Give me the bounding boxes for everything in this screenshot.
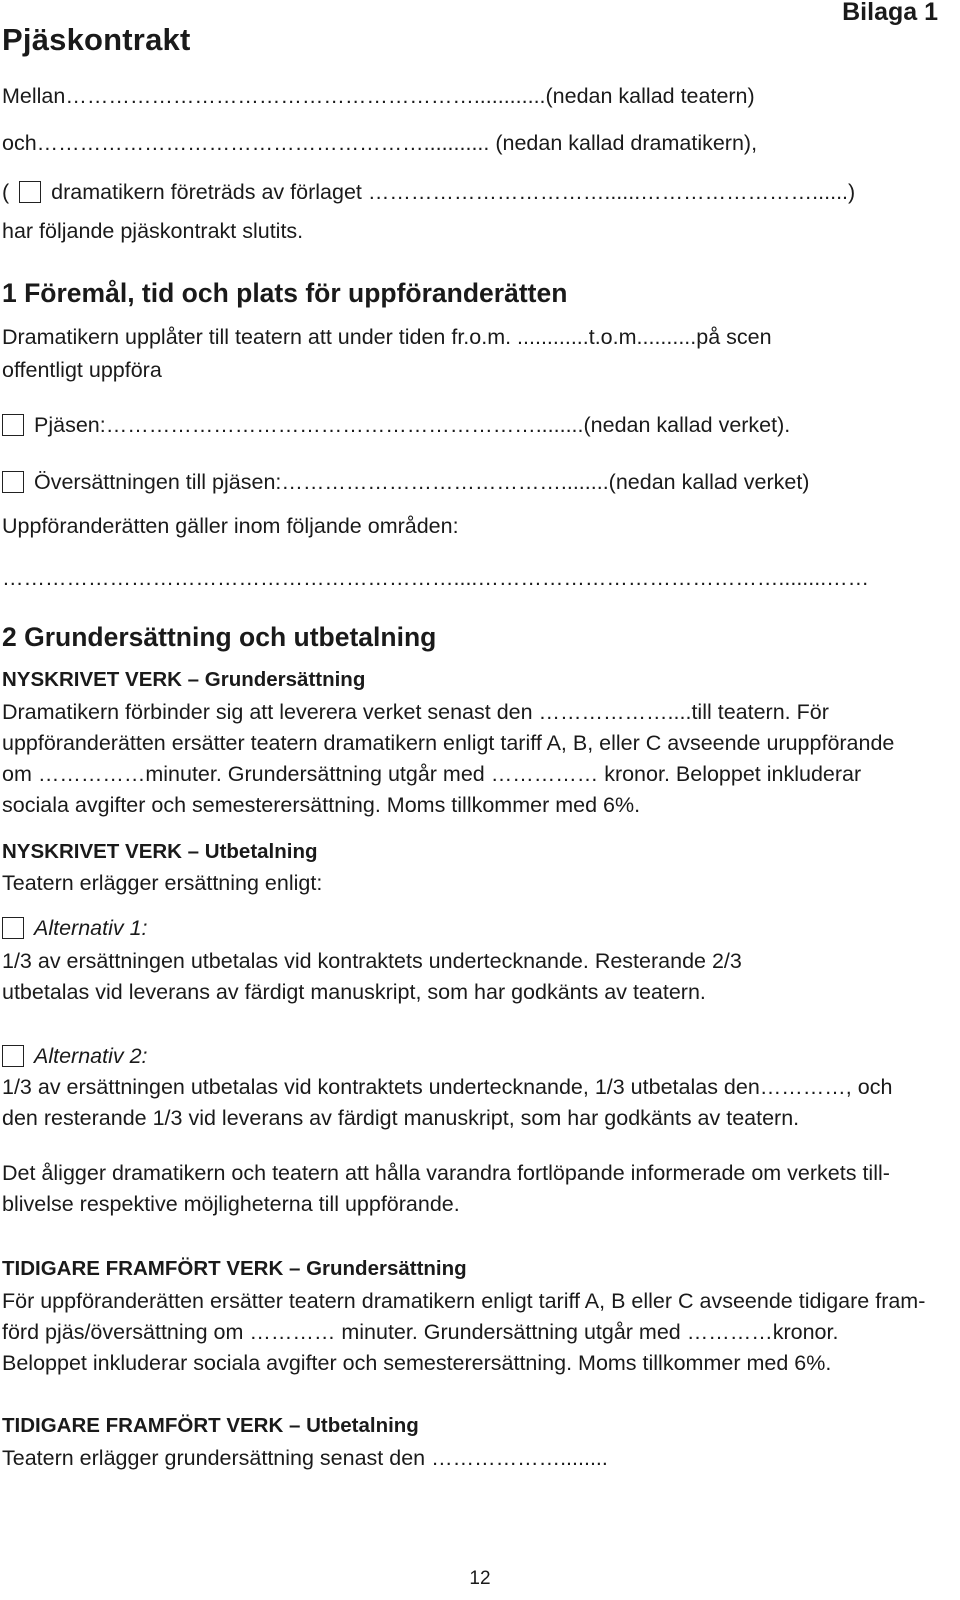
section-1-intro-line-2: offentligt uppföra (2, 358, 162, 382)
alternative-2-text (2, 1072, 947, 1134)
old-base-line-1: För uppföranderätten ersätter teatern dramatikern enligt tariff A, B eller C avseende tidigare fram- (2, 1289, 926, 1313)
alternative-2-checkbox[interactable] (2, 1045, 24, 1067)
parties-conclusion: har följande pjäskontrakt slutits. (2, 219, 304, 243)
option-translation (2, 467, 809, 497)
section-2-heading: 2 Grundersättning och utbetalning (2, 622, 437, 652)
publisher-checkbox[interactable] (19, 181, 41, 203)
old-base-line-2: förd pjäs/översättning om ………… minuter. Grundersättning utgår med …………kronor. (2, 1320, 839, 1344)
new-work-payment-text: Teatern erlägger ersättning enligt: (2, 871, 323, 895)
alternative-2 (2, 1041, 148, 1071)
translation-checkbox[interactable] (2, 471, 24, 493)
previous-work-base-heading: TIDIGARE FRAMFÖRT VERK – Grundersättning (2, 1257, 467, 1280)
play-checkbox[interactable] (2, 414, 24, 436)
option-play-text: Pjäsen:……………………………………………………........(nedan kallad verket). (34, 413, 791, 437)
appendix-label: Bilaga 1 (842, 0, 938, 26)
alt1-line-2: utbetalas vid leverans av färdigt manuskript, som har godkänts av teatern. (2, 980, 706, 1004)
publisher-text: dramatikern företräds av förlaget ……………………………......……………………......) (51, 180, 856, 204)
duty-line-1: Det åligger dramatikern och teatern att hålla varandra fortlöpande informerade om verkets till- (2, 1161, 890, 1185)
new-work-base-text (2, 697, 947, 821)
new-base-line-2: uppföranderätten ersätter teatern dramatikern enligt tariff A, B, eller C avseende uruppförande (2, 731, 895, 755)
alt2-line-1: 1/3 av ersättningen utbetalas vid kontraktets undertecknande, 1/3 utbetalas den…………, och (2, 1075, 893, 1099)
duty-line-2: blivelse respektive möjligheterna till uppförande. (2, 1192, 460, 1216)
parties-line-theatre: Mellan…………………………………………………............(nedan kallad teatern) (2, 84, 755, 108)
alternative-1-label: Alternativ 1: (34, 916, 148, 940)
areas-dotted-line: ………………………………………………………....……………………………………........…… (2, 566, 870, 590)
new-base-line-4: sociala avgifter och semesterersättning. Moms tillkommer med 6%. (2, 793, 641, 817)
new-base-line-1: Dramatikern förbinder sig att leverera verket senast den ………………....till teatern. För (2, 700, 829, 724)
alternative-2-label: Alternativ 2: (34, 1044, 148, 1068)
previous-work-base-text (2, 1286, 947, 1379)
alternative-1 (2, 913, 148, 943)
new-base-line-3: om ……………minuter. Grundersättning utgår med …………… kronor. Beloppet inkluderar (2, 762, 862, 786)
alternative-1-checkbox[interactable] (2, 917, 24, 939)
old-base-line-3: Beloppet inkluderar sociala avgifter och semesterersättning. Moms tillkommer med 6%. (2, 1351, 832, 1375)
parties-line-dramatist: och………………………………………………........... (nedan kallad dramatikern), (2, 131, 758, 155)
alternative-1-text (2, 946, 947, 1008)
option-play (2, 410, 790, 440)
previous-work-payment-heading: TIDIGARE FRAMFÖRT VERK – Utbetalning (2, 1414, 419, 1437)
option-translation-text: Översättningen till pjäsen:…………………………………........(nedan kallad verket) (34, 470, 810, 494)
alt1-line-1: 1/3 av ersättningen utbetalas vid kontraktets undertecknande. Resterande 2/3 (2, 949, 742, 973)
areas-label: Uppföranderätten gäller inom följande områden: (2, 514, 459, 538)
section-1-heading: 1 Föremål, tid och plats för uppföranderätten (2, 278, 568, 308)
information-duty-text (2, 1158, 947, 1220)
open-parenthesis: ( (2, 180, 10, 204)
alt2-line-2: den resterande 1/3 vid leverans av färdigt manuskript, som har godkänts av teatern. (2, 1106, 800, 1130)
section-1-intro-line-1: Dramatikern upplåter till teatern att under tiden fr.o.m. ............t.o.m..........på scen (2, 325, 772, 349)
previous-work-payment-text: Teatern erlägger grundersättning senast den ………………........ (2, 1446, 608, 1470)
new-work-payment-heading: NYSKRIVET VERK – Utbetalning (2, 840, 318, 863)
new-work-base-heading: NYSKRIVET VERK – Grundersättning (2, 668, 366, 691)
document-title: Pjäskontrakt (2, 22, 191, 57)
page-number: 12 (469, 1568, 491, 1589)
parties-line-publisher (2, 177, 855, 207)
